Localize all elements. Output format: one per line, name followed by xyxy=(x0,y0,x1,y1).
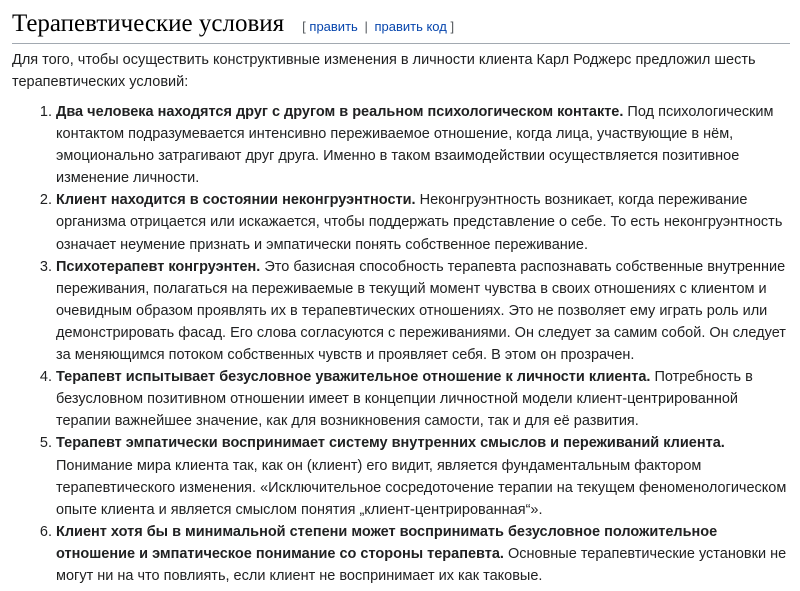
list-item xyxy=(56,521,790,587)
condition-text: Неконгруэнтность возникает, когда переживание организма отрицается или искажается, чтобы поддержать представление о себе. То есть неконгруэнтность означает неумение признать и эмпатически понять собственное переживание. xyxy=(56,192,783,253)
list-item xyxy=(56,256,790,366)
list-item xyxy=(56,366,790,432)
edit-bracket-close: ] xyxy=(450,19,455,34)
list-item xyxy=(56,432,790,520)
edit-code-link[interactable]: править код xyxy=(374,19,447,34)
condition-title: Два человека находятся друг с другом в реальном психологическом контакте. xyxy=(56,104,624,120)
condition-text: Потребность в безусловном позитивном отношении имеет в концепции личностной модели клиент-центрированной терапии важнейшее значение, как для возникновения самости, так и для её развития. xyxy=(56,369,753,430)
condition-text: Под психологическим контактом подразумевается интенсивно переживаемое отношение, когда лица, участвующие в нём, эмоционально затрагивают друг друга. Именно в таком взаимодействии осуществляется позитивное изменение личности. xyxy=(56,104,774,187)
condition-title: Клиент хотя бы в минимальной степени может воспринимать безусловное положительное отношение и эмпатическое понимание со стороны терапевта. xyxy=(56,523,718,562)
edit-bracket-open: [ xyxy=(302,19,306,34)
condition-text: Основные терапевтические установки не могут ни на что повлиять, если клиент не воспринимает их как таковые. xyxy=(56,545,787,584)
condition-title: Психотерапевт конгруэнтен. xyxy=(56,258,261,275)
edit-separator: | xyxy=(364,19,368,34)
condition-title: Терапевт испытывает безусловное уважительное отношение к личности клиента. xyxy=(56,369,651,386)
condition-title: Клиент находится в состоянии неконгруэнтности. xyxy=(56,192,416,209)
condition-title: Терапевт эмпатически воспринимает систему внутренних смыслов и переживаний клиента. xyxy=(56,435,725,452)
intro-paragraph: Для того, чтобы осуществить конструктивные изменения в личности клиента Карл Роджерс предложил шесть терапевтических условий: xyxy=(12,52,756,90)
list-item xyxy=(56,101,790,189)
conditions-list xyxy=(12,101,790,587)
list-item xyxy=(56,189,790,255)
section-header xyxy=(12,8,790,44)
edit-section-links xyxy=(302,19,454,34)
edit-link[interactable]: править xyxy=(309,19,358,34)
condition-text: Это базисная способность терапевта распознавать собственные внутренние переживания, полагаться на переживаемые в текущий момент чувства в своих отношениях с клиентом и очевидным образом проявлять их в терапевтических отношениях. Это не позволяет ему играть роль или демонстрировать фасад. Его слова согласуются с переживаниями. Он следует за самим собой. Он следует за меняющимся потоком собственных чувств и проявляет себя. В этом он прозрачен. xyxy=(56,258,786,364)
condition-text: Понимание мира клиента так, как он (клиент) его видит, является фундаментальным фактором терапевтического изменения. «Исключительное сосредоточение терапии на текущем феноменологическом опыте клиента и является смыслом понятия „клиент-центрированная“». xyxy=(56,457,787,518)
section-title: Терапевтические условия xyxy=(12,10,285,37)
